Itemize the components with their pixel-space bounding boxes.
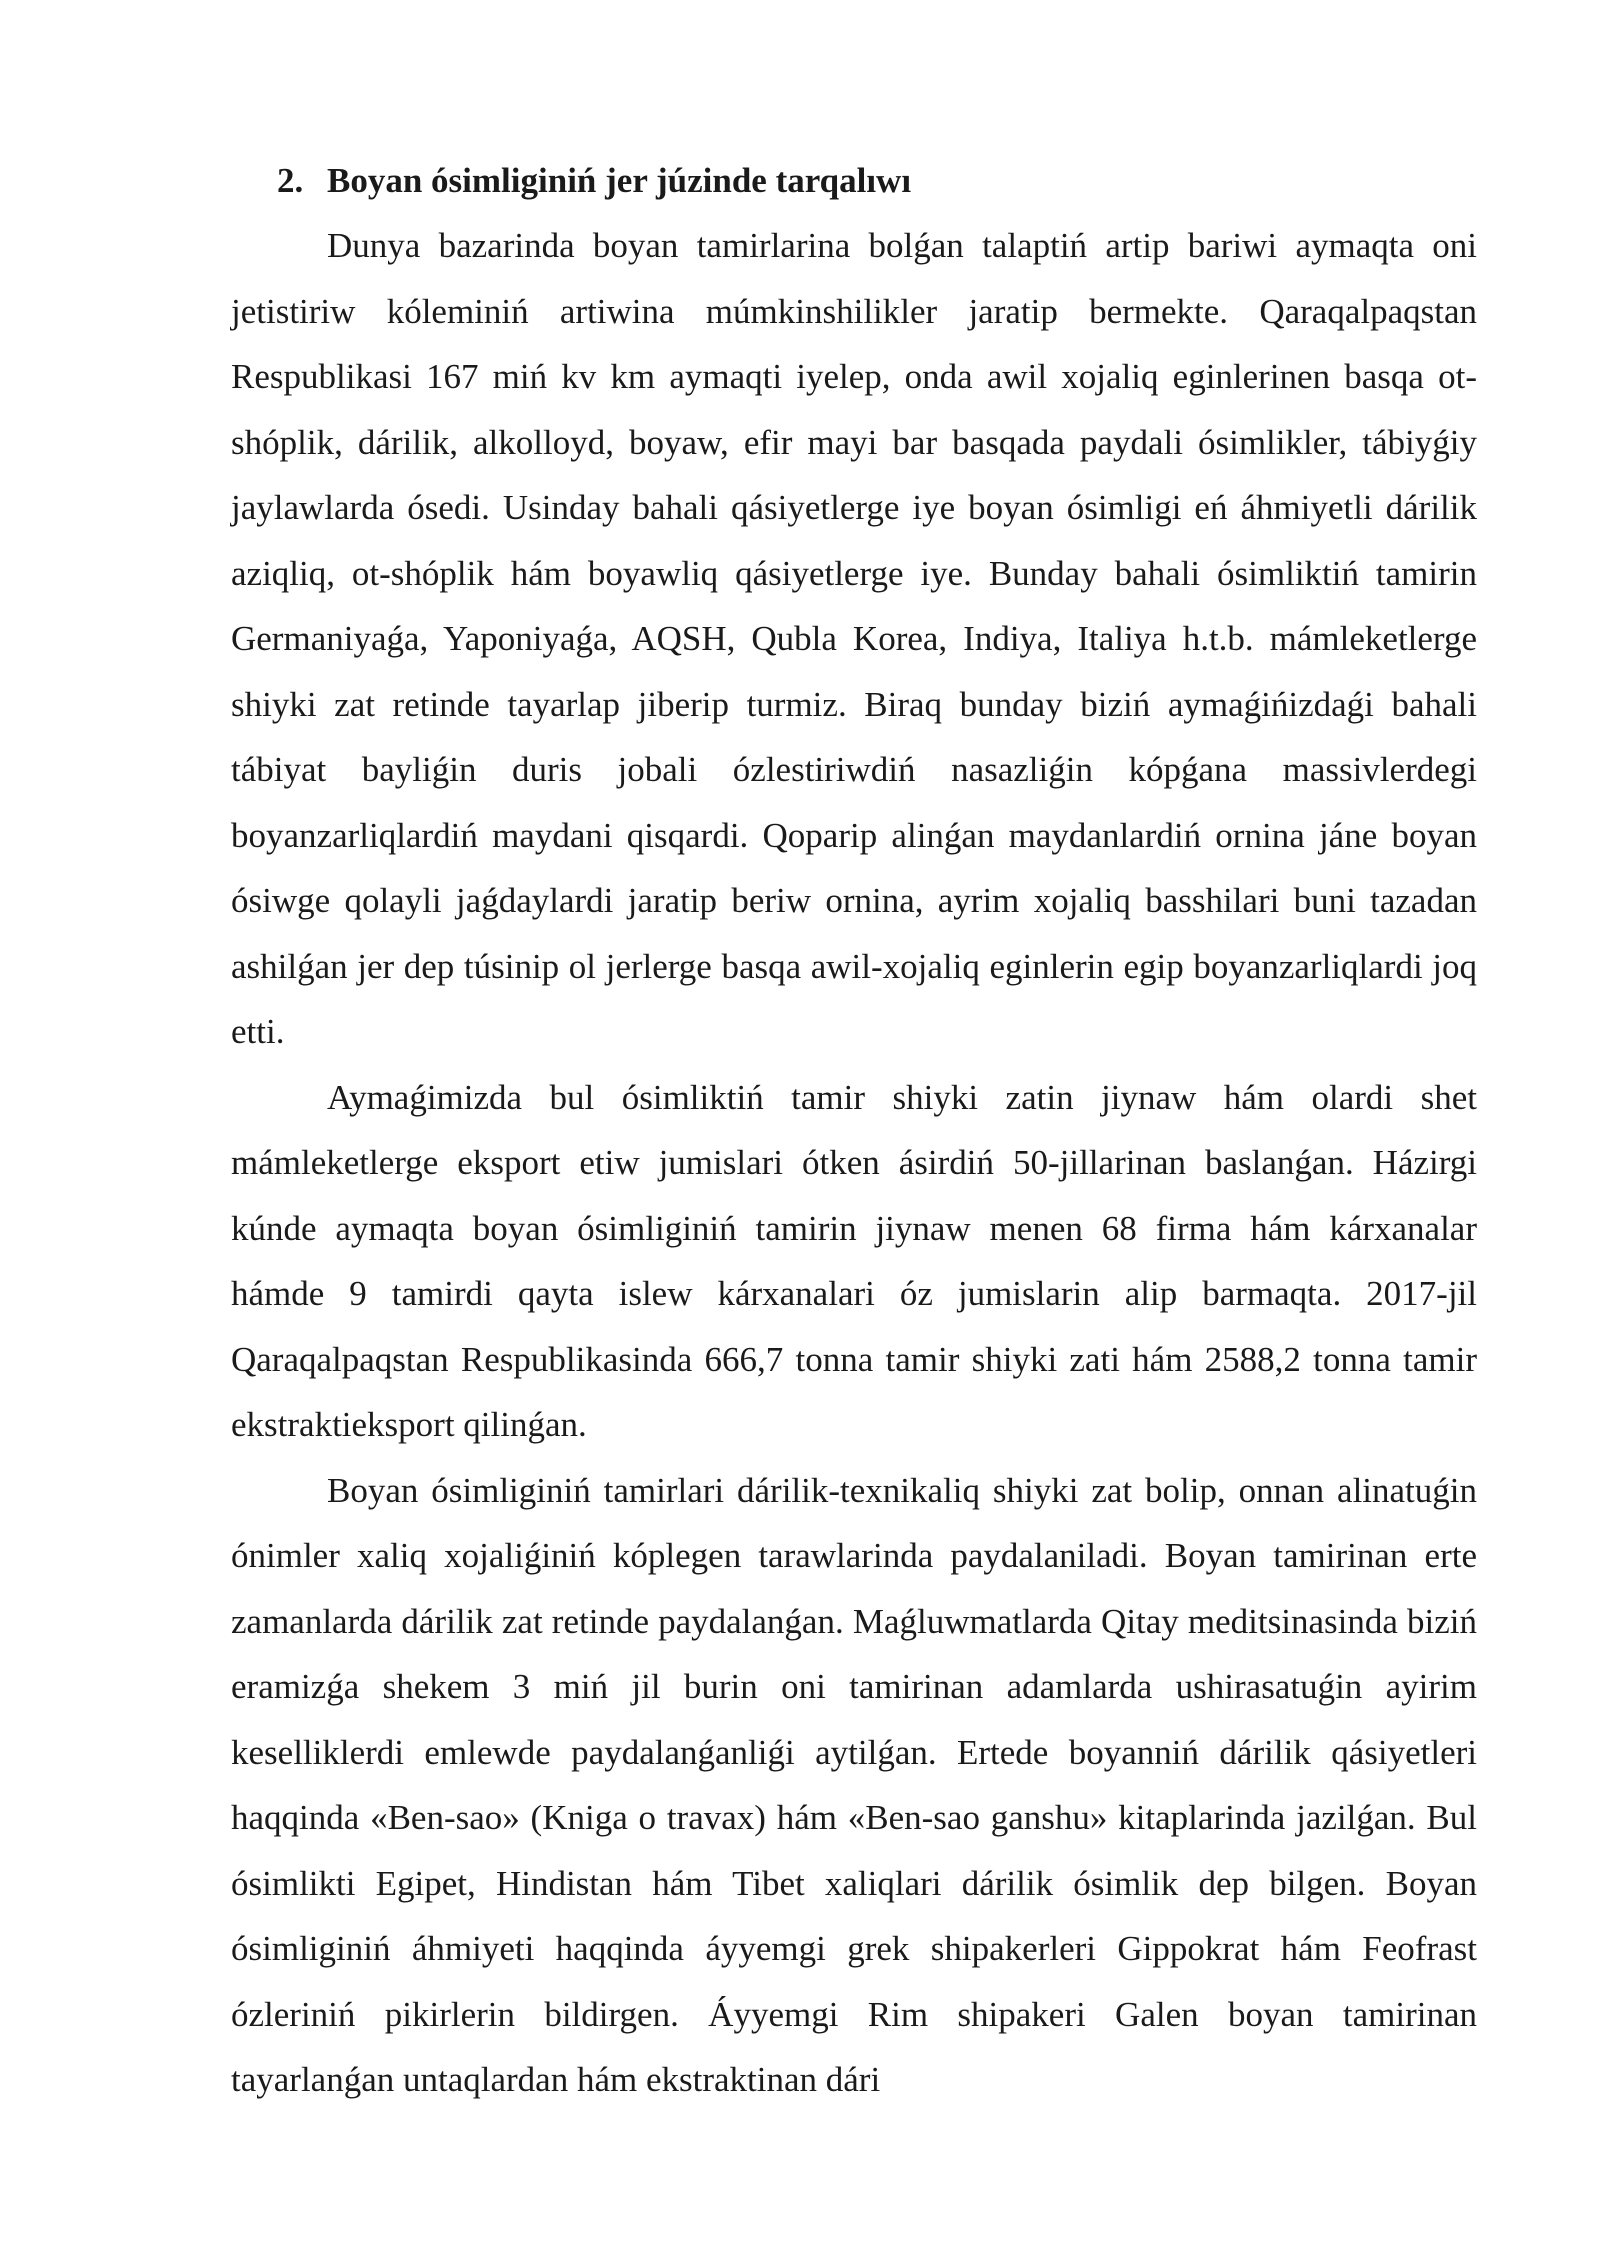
- paragraph-2: Aymaǵimizda bul ósimliktiń tamir shiyki zatin jiynaw hám olardi shet mámleketlerge eksport etiw jumislari ótken ásirdiń 50-jillarinan baslanǵan. Házirgi kúnde aymaqta boyan ósimliginiń tamirin jiynaw menen 68 firma hám kárxanalar hámde 9 tamirdi qayta islew kárxanalari óz jumislarin alip barmaqta. 2017-jil Qaraqalpaqstan Respublikasinda 666,7 tonna tamir shiyki zati hám 2588,2 tonna tamir ekstraktieksport qilinǵan.: [231, 1077, 1477, 1444]
- section-title: Boyan ósimliginiń jer júzinde tarqalıwı: [327, 161, 912, 200]
- document-body: [231, 148, 1477, 2113]
- paragraph-3: Boyan ósimliginiń tamirlari dárilik-texnikaliq shiyki zat bolip, onnan alinatuǵin ónimler xaliq xojaliǵiniń kóplegen tarawlarinda paydalaniladi. Boyan tamirinan erte zamanlarda dárilik zat retinde paydalanǵan. Maǵluwmatlarda Qitay meditsinasinda biziń eramizǵa shekem 3 miń jil burin oni tamirinan adamlarda ushirasatuǵin ayirim keselliklerdi emlewde paydalanǵanliǵi aytilǵan. Ertede boyanniń dárilik qásiyetleri haqqinda «Ben-sao» (Kniga o travax) hám «Ben-sao ganshu» kitaplarinda jazilǵan. Bul ósimlikti Egipet, Hindistan hám Tibet xaliqlari dárilik ósimlik dep bilgen. Boyan ósimliginiń áhmiyeti haqqinda áyyemgi grek shipakerleri Gippokrat hám Feofrast ózleriniń pikirlerin bildirgen. Áyyemgi Rim shipakeri Galen boyan tamirinan tayarlanǵan untaqlardan hám ekstraktinan dári: [231, 1470, 1477, 2099]
- section-number: 2.: [277, 161, 304, 200]
- paragraph-1: Dunya bazarinda boyan tamirlarina bolǵan talaptiń artip bariwi aymaqta oni jetistiriw kóleminiń artiwina múmkinshilikler jaratip bermekte. Qaraqalpaqstan Respublikasi 167 miń kv km aymaqti iyelep, onda awil xojaliq eginlerinen basqa ot-shóplik, dárilik, alkolloyd, boyaw, efir mayi bar basqada paydali ósimlikler, tábiyǵiy jaylawlarda ósedi. Usinday bahali qásiyetlerge iye boyan ósimligi eń áhmiyetli dárilik aziqliq, ot-shóplik hám boyawliq qásiyetlerge iye. Bunday bahali ósimliktiń tamirin Germaniyaǵa, Yaponiyaǵa, AQSH, Qubla Korea, Indiya, Italiya h.t.b. mámleketlerge shiyki zat retinde tayarlap jiberip turmiz. Biraq bunday biziń aymaǵińizdaǵi bahali tábiyat bayliǵin duris jobali ózlestiriwdiń nasazliǵin kópǵana massivlerdegi boyanzarliqlardiń maydani qisqardi. Qoparip alinǵan maydanlardiń ornina jáne boyan ósiwge qolayli jaǵdaylardi jaratip beriw ornina, ayrim xojaliq basshilari buni tazadan ashilǵan jer dep túsinip ol jerlerge basqa awil-xojaliq eginlerin egip boyanzarliqlardi joq etti.: [231, 226, 1477, 1051]
- section-heading: [231, 148, 1477, 213]
